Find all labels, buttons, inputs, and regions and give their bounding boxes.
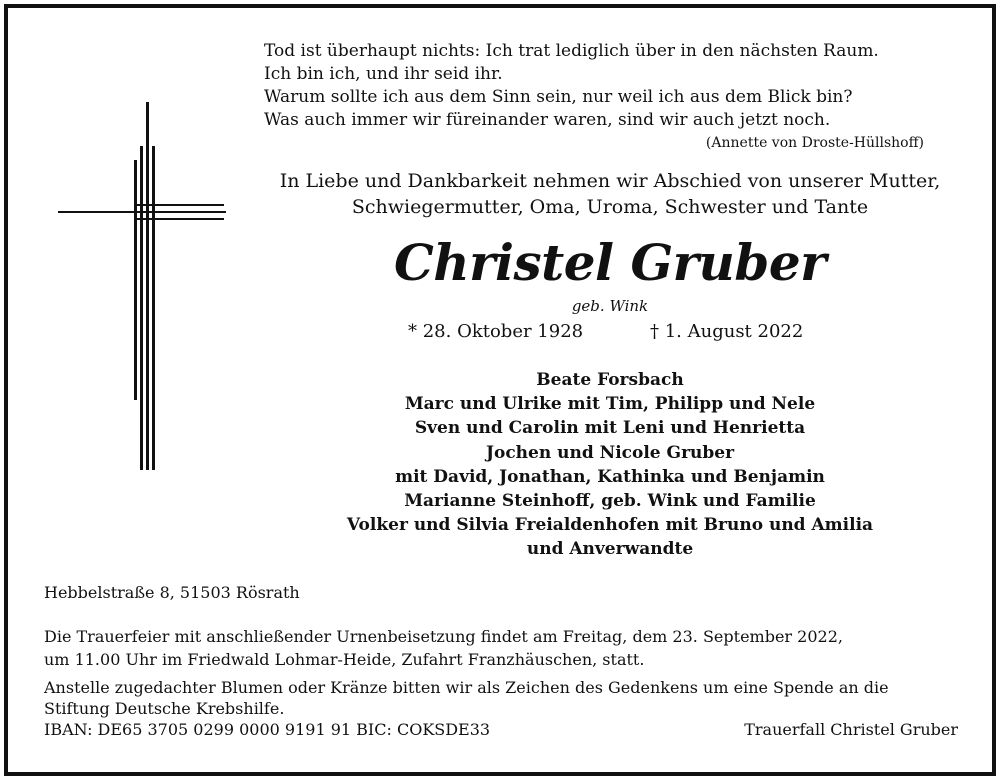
mourners-list [260,368,960,562]
ceremony-line: um 11.00 Uhr im Friedwald Lohmar-Heide, Zufahrt Franzhäuschen, statt. [44,650,645,669]
epitaph-quote [264,40,964,151]
mourner-line: Jochen und Nicole Gruber [485,442,735,463]
mourner-line: Sven und Carolin mit Leni und Henrietta [414,418,806,439]
intro-line: Schwiegermutter, Oma, Uroma, Schwester und Tante [351,196,869,218]
mourner-line: und Anverwandte [526,539,694,560]
family-address: Hebbelstraße 8, 51503 Rösrath [44,583,300,602]
maiden-name: geb. Wink [571,297,649,315]
death-date: † 1. August 2022 [650,321,804,342]
cross-icon [58,102,226,470]
birth-date: * 28. Oktober 1928 [408,321,584,342]
mourner-line: mit David, Jonathan, Kathinka und Benjamin [395,466,825,487]
deceased-name: Christel Gruber [394,233,826,292]
donation-line: Stiftung Deutsche Krebshilfe. [44,699,285,718]
mourner-line: Beate Forsbach [536,370,684,390]
mourner-line: Volker und Silvia Freialdenhofen mit Bruno und Amilia [346,515,874,536]
quote-line: Ich bin ich, und ihr seid ihr. [264,64,503,84]
quote-line: Tod ist überhaupt nichts: Ich trat lediglich über in den nächsten Raum. [264,41,879,61]
signature: Trauerfall Christel Gruber [744,720,958,739]
bank-details: IBAN: DE65 3705 0299 0000 9191 91 BIC: COKSDE33 [44,720,491,739]
quote-author: (Annette von Droste-Hüllshoff) [705,135,924,151]
donation-line: Anstelle zugedachter Blumen oder Kränze bitten wir als Zeichen des Gedenkens um eine Spende an die [44,678,889,697]
farewell-intro [260,168,960,220]
mourner-line: Marianne Steinhoff, geb. Wink und Familie [404,491,816,512]
quote-line: Was auch immer wir füreinander waren, sind wir auch jetzt noch. [264,110,831,130]
intro-line: In Liebe und Dankbarkeit nehmen wir Abschied von unserer Mutter, [279,170,941,192]
ceremony-line: Die Trauerfeier mit anschließender Urnenbeisetzung findet am Freitag, dem 23. September 2022, [44,627,843,646]
quote-line: Warum sollte ich aus dem Sinn sein, nur weil ich aus dem Blick bin? [264,87,853,107]
ceremony-notice [44,625,964,671]
mourner-line: Marc und Ulrike mit Tim, Philipp und Nele [404,394,816,415]
